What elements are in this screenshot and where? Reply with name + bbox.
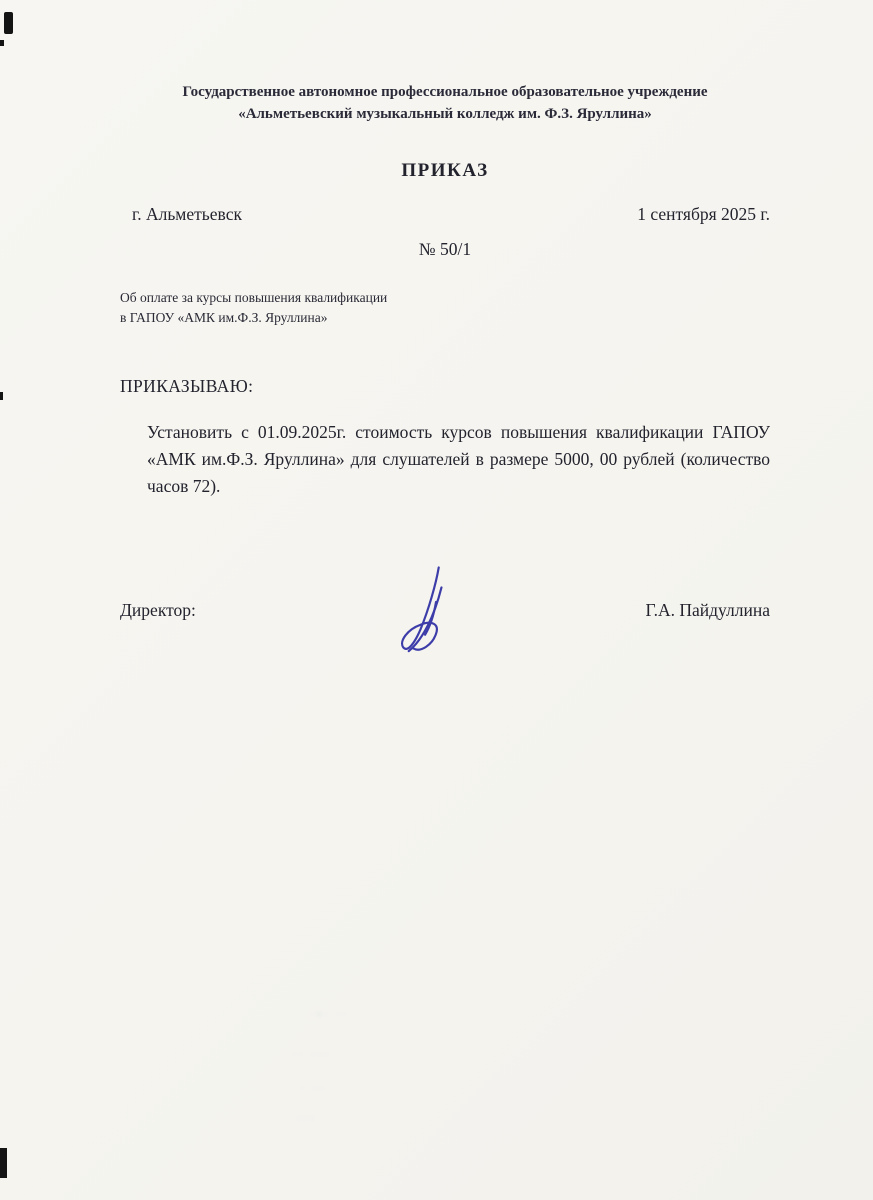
scan-ghost-mark: ·· ··· [292, 1048, 331, 1063]
scan-artifact [0, 392, 3, 400]
scan-ghost-mark: ··· [296, 1112, 316, 1127]
document-title: ПРИКАЗ [401, 159, 489, 181]
signer-role: Директор: [120, 600, 196, 621]
scan-artifact [0, 40, 4, 46]
organization-header [120, 82, 770, 126]
director-signature [381, 562, 491, 662]
order-body-paragraph: Установить с 01.09.2025г. стоимость курсов повышения квалификации ГАПОУ «АМК им.Ф.З. Яруллина» для слушателей в размере 5000, 00 рублей (количество часов 72). [147, 422, 770, 497]
signature-block [120, 572, 770, 662]
organization-name-line2: «Альметьевский музыкальный колледж им. Ф.З. Яруллина» [238, 105, 652, 122]
document-number: № 50/1 [418, 238, 472, 259]
scan-artifact [0, 1148, 7, 1178]
document-content [120, 0, 770, 662]
organization-name-line1: Государственное автономное профессиональное образовательное учреждение [182, 84, 708, 100]
order-keyword: ПРИКАЗЫВАЮ: [120, 376, 254, 396]
scan-artifact [4, 12, 13, 34]
subject-line1: Об оплате за курсы повышения квалификации [120, 289, 388, 305]
city-date-row [120, 204, 770, 225]
signer-name: Г.А. Пайдуллина [645, 600, 770, 621]
subject-line2: в ГАПОУ «АМК им.Ф.З. Яруллина» [120, 309, 328, 325]
scan-ghost-mark: ·•· ·· [310, 1008, 350, 1023]
document-city: г. Альметьевск [132, 203, 242, 224]
document-subject [120, 288, 770, 329]
document-date: 1 сентября 2025 г. [637, 203, 770, 224]
scan-ghost-mark: · ·· [300, 1082, 326, 1097]
signature-strokes [402, 568, 441, 652]
